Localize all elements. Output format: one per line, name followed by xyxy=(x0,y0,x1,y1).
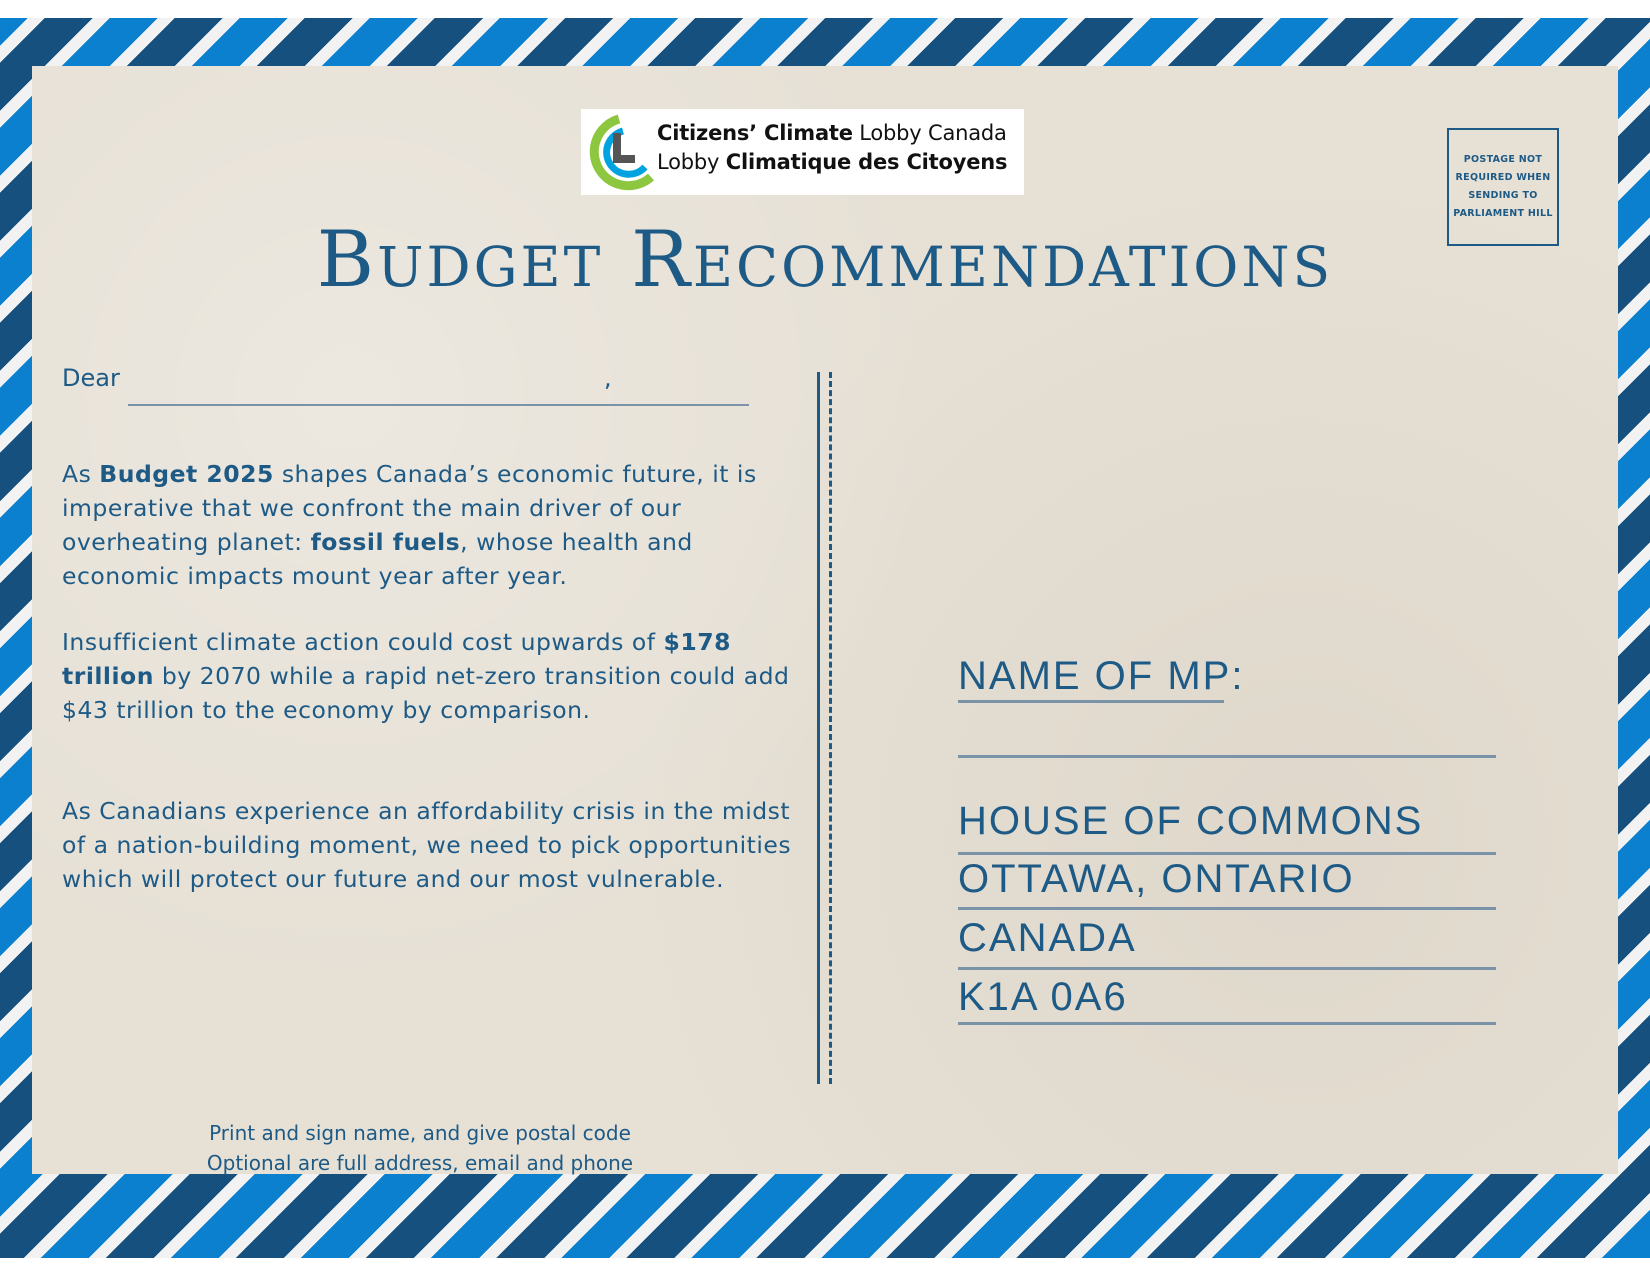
address-line-2: OTTAWA, ONTARIO xyxy=(958,857,1355,901)
postage-stamp-text: POSTAGE NOT REQUIRED WHEN SENDING TO PARLIAMENT HILL xyxy=(1453,154,1553,219)
address-line-4-rule xyxy=(958,1022,1496,1025)
salutation-comma: , xyxy=(604,364,612,392)
body-paragraph-2: Insufficient climate action could cost upwards of $178 trillion by 2070 while a rapid net-zero transition could add $43 trillion to the economy by comparison. xyxy=(62,628,790,724)
mp-name-label: NAME OF MP: xyxy=(958,654,1245,698)
body-paragraph-3: As Canadians experience an affordability crisis in the midst of a nation-building moment, we need to pick opportunities which will protect our future and our most vulnerable. xyxy=(62,797,792,893)
page-title: Budget Recommendations xyxy=(316,215,1334,305)
postcard-divider xyxy=(817,372,820,1084)
address-line-3-rule xyxy=(958,967,1496,970)
address-line-2-rule xyxy=(958,907,1496,910)
logo-line-2: Lobby Climatique des Citoyens xyxy=(657,150,1008,174)
salutation-dear: Dear xyxy=(62,364,120,392)
logo-line-1: Citizens’ Climate Lobby Canada xyxy=(657,121,1007,145)
body-paragraph-1: As Budget 2025 shapes Canada’s economic future, it is imperative that we confront the main driver of our overheating planet: fossil fuels, whose health and economic impacts mount year after year. xyxy=(62,460,757,590)
ccl-logo-mark-icon xyxy=(581,109,657,195)
organization-logo xyxy=(581,109,1024,195)
address-line-3: CANADA xyxy=(958,916,1137,960)
address-line-1-rule xyxy=(958,852,1496,855)
recipient-name-line[interactable] xyxy=(128,404,749,406)
address-line-1: HOUSE OF COMMONS xyxy=(958,799,1424,843)
mp-name-line[interactable] xyxy=(958,755,1496,758)
postcard-divider-dashed xyxy=(829,372,832,1084)
footer-instruction-2: Optional are full address, email and phone xyxy=(206,1151,634,1175)
mp-label-underline xyxy=(958,700,1224,703)
address-line-4: K1A 0A6 xyxy=(958,975,1128,1019)
footer-instruction-1: Print and sign name, and give postal code xyxy=(209,1121,631,1145)
